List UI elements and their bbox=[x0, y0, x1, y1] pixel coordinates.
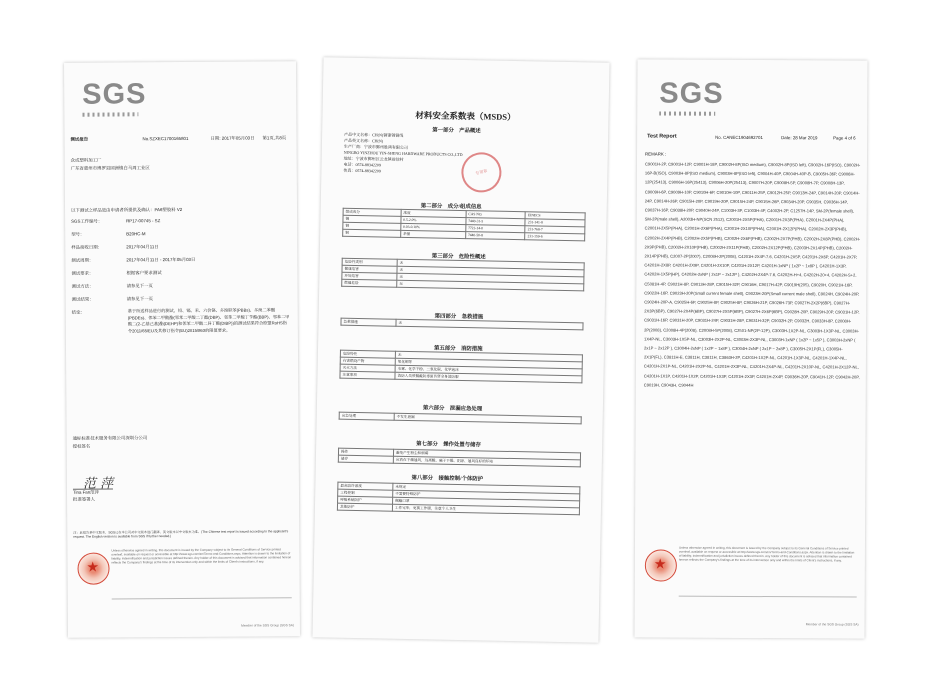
product-line: 产品英文名称：CH(N) bbox=[343, 137, 384, 144]
table-row bbox=[341, 318, 583, 330]
table-cell: 不需要特殊防护 bbox=[393, 490, 580, 501]
company-name: 众成塑料加工厂 bbox=[70, 157, 102, 163]
first-aid-table bbox=[340, 318, 583, 331]
table-cell: 无 bbox=[397, 273, 584, 284]
footer-address-line bbox=[679, 596, 857, 602]
table-cell: 危险特性 bbox=[340, 350, 395, 358]
member-text: Member of the SGS Group (SGS SA) bbox=[805, 622, 859, 627]
star-icon: ★ bbox=[86, 558, 100, 575]
table-cell: 未规定 bbox=[393, 483, 580, 494]
table-cell: 铜 bbox=[343, 222, 401, 230]
company-address: 广东省惠州市博罗县园洲镇白马周工业区 bbox=[70, 165, 150, 171]
table-cell: 最高容许浓度 bbox=[338, 482, 393, 490]
table-cell: 应放在干燥通风，远离酸、碱于干燥、阴凉、通风良好的环境 bbox=[393, 456, 580, 467]
product-line: 传真：0574-88342209 bbox=[343, 167, 381, 174]
table-row bbox=[339, 412, 581, 424]
product-line: 生产厂商：宁波市鄞州胜鸿有限公司 bbox=[343, 143, 408, 150]
field-label: 测试要求： bbox=[71, 270, 94, 276]
signature-company: 通标标准技术服务有限公司深圳分公司 bbox=[72, 435, 148, 441]
composition-table bbox=[342, 208, 586, 242]
spill-table bbox=[339, 412, 582, 425]
member-text: Member of the SGS Group (SGS SA) bbox=[241, 623, 294, 628]
section-3-heading: 第三部分 危险性概述 bbox=[431, 253, 486, 261]
table-cell: 无 bbox=[397, 280, 584, 291]
table-cell: 组成成分 bbox=[343, 208, 401, 216]
field-label: 测试周期： bbox=[71, 257, 94, 263]
table-cell: 0.03-0.10% bbox=[401, 223, 466, 231]
page-sgs-english-report bbox=[634, 59, 867, 638]
table-cell: CAS NO. bbox=[466, 211, 526, 219]
table-cell: EINECS bbox=[525, 212, 585, 220]
field-value: 2017年04月11日 bbox=[126, 244, 159, 250]
protection-table bbox=[337, 482, 581, 516]
table-cell: 健康危害 bbox=[342, 265, 397, 273]
table-cell: 佩戴口罩 bbox=[393, 497, 580, 508]
report-date: Date: 28 Mar 2019 bbox=[781, 135, 818, 141]
table-cell: 急救措施 bbox=[341, 318, 396, 326]
sgs-logo-stripes bbox=[659, 112, 715, 116]
report-title: Test Report bbox=[647, 133, 677, 140]
footer-terms: Unless otherwise agreed in writing, this document is issued by the Company subject to its General Conditions of Service printed overleaf, available on request or accessible at http://www.sgs.com/en/Terms-and-Conditions.aspx. Attention is drawn to the limitation of liability, indemnification and jurisdiction issues defined therein. Any holder of this document is advised that information contained hereon reflects the Company's findings at the time of its intervention only and within the limits of Client's instructions, if any. bbox=[678, 545, 855, 563]
field-value: RP17-00745 - SZ bbox=[126, 218, 161, 224]
table-cell: 231-768-7 bbox=[525, 226, 585, 234]
table-cell: 工作完毕，更换工作服，注意个人卫生 bbox=[392, 504, 579, 515]
company-stamp: 专用章 bbox=[457, 148, 505, 196]
product-line: NINGBO YINZHOU YIN-SHENG HARDWARE PRODUCTS CO.,LTD bbox=[343, 149, 463, 157]
sgs-logo: SGS bbox=[82, 78, 147, 111]
field-value: 请参见下一页 bbox=[126, 296, 154, 302]
table-cell: 灭火方法 bbox=[340, 364, 395, 372]
table-cell: 0.5-2.0% bbox=[401, 216, 466, 224]
sgs-logo: SGS bbox=[659, 77, 724, 110]
table-cell: 不发生泄漏 bbox=[394, 413, 581, 424]
section-7-heading: 第七部分 操作处置与储存 bbox=[416, 441, 481, 449]
report-fields bbox=[71, 213, 287, 318]
signature-role: 授权签名 bbox=[72, 443, 91, 449]
report-footer bbox=[75, 547, 291, 619]
table-cell: 操作 bbox=[338, 448, 393, 456]
page-msds bbox=[312, 57, 609, 642]
field-value: 2017年04月11日 - 2017年05月03日 bbox=[126, 256, 196, 263]
report-number: No. CANEC1904692701 bbox=[715, 134, 763, 141]
table-cell: 余量 bbox=[400, 230, 465, 238]
table-cell: 水雾、化学干粉、二氧化碳、化学泡沫 bbox=[395, 365, 582, 376]
report-title: 测试报告 bbox=[70, 136, 89, 142]
sample-intro: 以下测试之样品是由申请者所提供及确认：PA6塑胶料 V2 bbox=[71, 206, 183, 213]
field-value: B20HC-M bbox=[126, 231, 146, 237]
table-cell: 无 bbox=[397, 259, 584, 270]
remark-title: REMARK : bbox=[645, 151, 667, 157]
table-cell: 7440-50-8 bbox=[465, 232, 525, 240]
field-label: SGS工作编号： bbox=[71, 218, 103, 224]
section-2-heading: 第二部分 成分/组成信息 bbox=[420, 203, 482, 211]
field-label: 测试结果： bbox=[71, 296, 94, 302]
remark-text: C9001H-2P, C9001H-12P, C9001H-18P, C9002H-8P(ISO medium), C9002H-8P(ISO left), C9002H-16P(ISO), C9002H-16P-B(ISO), C9003H-8P(ISO medium), C9003H-8P(ISO left), C9004H-40P, C9004H-40P-B, C9005H-36P, C9006H-12P(25413), C9006H-16P(25413), C9006H-20P(25413), C9007H-20P, C9008H-5P, C9008H-7P, C9008H-13P, C9009H-6P, C9009H-10P, C9010H-6P, C9010H-10P, C9011H-25P, C9012H-25P, C9013H-24P, C9014H-20P, C9014H-24P, C9014H-26P, C9015H-20P, C9019H-20P, C9015H-24P, C9015H-26P, C9034H-20P, C9035H, C9036H-14P, C9037H-16P, C9038H-20P, C9040H-24P, C1003H-3P, C1003H-4P, C4002H-2P, C1257H-14P, SM-2P(female shell), SM-2P(male shell), A2003H-NP(SCN 2512), C2001H-2X5P(PHA), C2001H-2X3P(PHA), C2001H-2X4P(PHA), C2001H-2X5P(PHA), C2001H-2X6P(PHA), C2001H-2X10P(PHA), C2001H-2X12P(PHA), C2002H-2X3P(PHB), C2002H-2X4P(PHB), C2002H-2X5P(PHB), C2002H-2X6P(PHB), C2002H-2X7P(PHB), C2002H-2X8P(PHB), C2002H-2X9P(PHB), C2002H-2X10P(PHB), C2002H-2X11P(PHB), C2002H-2X12P(PHB), C2003H-2X14P(PHB), C2002H-2X14P(PHB), C2007-2P(2007), C2008H-2P(2008), C4201H-2X4P-7.6, C4201H-2X5P, C4201H-2X6P, C4201H-2X7P, C4201H-2X8P, C4201H-2X9P, C4201H-2X10P, C4201H-2X12P, C4201H-1xNP ( 1x2P ~ 1x8P ), C4201H-1X3P, C4202H-1X5P(HP), C4202H-2xNP ( 2x1P ~ 2x12P ), C4202H-2X4P-7.6, C4202H-H+4, C4202H-20+4, C4202H-S+2, C5081H-4P, C9021H-8P, C9013H-28P, C9015H-32P, C9016H, C9017H-42P, C9019H(205), C9020H, C9021H-16P, C9022H-16P, C9023H-20P(Small current female shell), C9023H-20P(Small current male shell), C9024H, C9024H-20P, C9024H-20P-A, C9025H-6P, C9025H-8P, C9025H-8P, C9026H-21P, C9026H-73P, C9027H-2X2P(6BP), C9027H-2X3P(6BP), C9027H-2X4P(6BP), C9027H-2X5P(6BP), C9027H-2X6P(6BP), C9028H-20P, C9029H-20P, C9031H-12P, C9031H-16P, C9031H-20P, C9031H-24P, C9031H-28P, C9031H-32P, C9032H-2P, C9032H, C9033H-8P, C2008H-2P(2008), C2008H-4P(2008), C2008H-5P(2008), C2501-NP(2P-12P), C3003H-1X2P-NL, C3003H-1X3P-NL, C3003H-1X4P-NL, C3003H-1X5P-NL, C3003H-2X2P-NL, C3003H-2X3P-NL, C3003H-1xNP ( 1x2P ~ 1x5P ), C3003H-2xNP ( 2x1P ~ 2x12P ), C3004H-2xNP ( 1x2P ~ 1x8P ), C3004H-2xNP ( 2x1P ~ 2x8P ), C3005H-2X1P(FL), C3005H-2X1P(FL), C3811H-E, C3811H, C3811H, C3863H-2P, C4201H-1X2P-NL, C4201H-1X3P-NL, C4201H-1X4P-NL, C4201H-2X1P-NL, C4201H-2X2P-NL, C4201H-2X3P-NL, C4201H-2X4P-NL, C4201H-2X10P-NL, C4201H-2X12P-NL, C4201H-1X1P, C4201H-1X2P, C4201H-1X3P, C4201H-2X3P, C4201H-2X4P, C9036H-20P, C9041H-12P, C9042H-20P, C9019H, C9043H, C9044H bbox=[643, 161, 861, 388]
field-label: 型号： bbox=[71, 231, 85, 237]
report-remark: 注：此报告是中文版本，SGS已在本公司对中文版本进行翻译，英文版本以中文版本为准。(The Chinese test report is issued according to the applicant's request. The English version is available from SGS if further needed.) bbox=[73, 529, 289, 539]
report-footer bbox=[643, 545, 857, 616]
storage-table bbox=[338, 448, 581, 468]
table-cell: 应急处理 bbox=[339, 412, 394, 420]
table-cell: 7723-14-0 bbox=[466, 225, 526, 233]
signer-name: Tina Fan范萍 bbox=[72, 489, 99, 495]
field-value: 根据客户要求测试 bbox=[126, 270, 162, 276]
table-cell: 浓度 bbox=[401, 209, 466, 217]
page-sgs-chinese-report bbox=[64, 61, 300, 638]
table-cell: 氧化铜等 bbox=[395, 358, 582, 369]
field-label: 样品接收日期： bbox=[71, 244, 103, 250]
fire-table bbox=[339, 350, 583, 384]
section-6-heading: 第六部分 泄漏应急处理 bbox=[422, 405, 483, 413]
footer-address-line bbox=[112, 597, 292, 603]
report-page: 第1页,共8页 bbox=[262, 135, 287, 141]
product-line: 电话：0574-88342209 bbox=[343, 161, 381, 168]
seal-icon bbox=[77, 553, 109, 585]
handwritten-signature: 范 萍 bbox=[82, 476, 114, 492]
table-cell: 无 bbox=[395, 351, 582, 362]
field-label: 结论： bbox=[71, 309, 85, 315]
field-label: 测试方法： bbox=[71, 283, 94, 289]
section-4-heading: 第四部分 急救措施 bbox=[434, 313, 484, 321]
table-cell: 燃爆危险 bbox=[342, 279, 397, 287]
table-cell: 锡 bbox=[343, 215, 401, 223]
table-cell: 注意事项 bbox=[340, 371, 395, 379]
report-number: No.SZXEC1700165801 bbox=[142, 135, 189, 142]
table-cell: 消防人员须佩戴防毒面具穿全身消防服 bbox=[395, 372, 582, 383]
section-5-heading: 第五部分 消防措施 bbox=[433, 345, 483, 353]
table-cell: 231-141-8 bbox=[525, 219, 585, 227]
table-cell: 铜 bbox=[343, 229, 401, 237]
table-cell: 环境危害 bbox=[342, 272, 397, 280]
table-cell: 231-159-6 bbox=[525, 233, 585, 241]
table-cell: 呼吸系统防护 bbox=[338, 496, 393, 504]
section-1-heading: 第一部分 产品概述 bbox=[432, 127, 481, 135]
table-cell: 工程控制 bbox=[338, 489, 393, 497]
section-8-heading: 第八部分 接触控制/个体防护 bbox=[411, 475, 484, 483]
table-cell: 有害燃烧产物 bbox=[340, 357, 395, 365]
conclusion-text: 基于所送样品进行的测试，铅、镉、汞、六价铬、多溴联苯(PBBs)、多溴二苯醚(PBDEs)、邻苯二甲酸酯(邻苯二甲酸二丁酯(DBP)、邻苯二甲酸丁苄酯(BBP)、邻苯二甲酸二(2-乙基己基)酯(DEHP)和邻苯二甲酸二异丁酯(DIBP))的测试结果符合欧盟RoHS指令2011/65/EU及其修订指令(EU)2015/863的限值要求。 bbox=[127, 307, 290, 333]
table-cell: 无 bbox=[397, 266, 584, 277]
table-cell: 避免产生粉尘和烟雾 bbox=[393, 449, 580, 460]
msds-title: 材料安全系数表（MSDS） bbox=[415, 110, 516, 123]
hazard-table bbox=[341, 258, 585, 292]
report-date: 日期: 2017年05月03日 bbox=[210, 135, 255, 141]
table-cell: 其他防护 bbox=[337, 503, 392, 511]
table-cell: 储存 bbox=[338, 455, 393, 463]
signer-title: 批准签署人 bbox=[73, 496, 96, 502]
sgs-logo-stripes bbox=[82, 112, 138, 116]
table-cell: 无 bbox=[396, 319, 583, 330]
product-line: 地址：宁波市鄞州区云龙镇前徐村 bbox=[343, 155, 404, 162]
report-page: Page 4 of 6 bbox=[833, 135, 856, 141]
table-cell: 7440-31-5 bbox=[466, 218, 526, 226]
seal-icon bbox=[645, 549, 677, 581]
table-cell: 危险性类别 bbox=[342, 258, 397, 266]
field-value: 请参见下一页 bbox=[126, 283, 153, 289]
star-icon: ★ bbox=[653, 555, 667, 572]
footer-terms: Unless otherwise agreed in writing, this document is issued by the Company subject to its General Conditions of Service printed overleaf, available on request or accessible at http://www.sgs.com/en/Terms-and-Conditions.aspx. Attention is drawn to the limitation of liability, indemnification and jurisdiction issues defined therein. Any holder of this document is advised that information contained hereon reflects the Company's findings at the time of its intervention only and within the limits of Client's instructions, if any. bbox=[111, 547, 292, 565]
product-line: 产品中文名称：CH(N)铜镍锡铜线 bbox=[344, 131, 404, 138]
